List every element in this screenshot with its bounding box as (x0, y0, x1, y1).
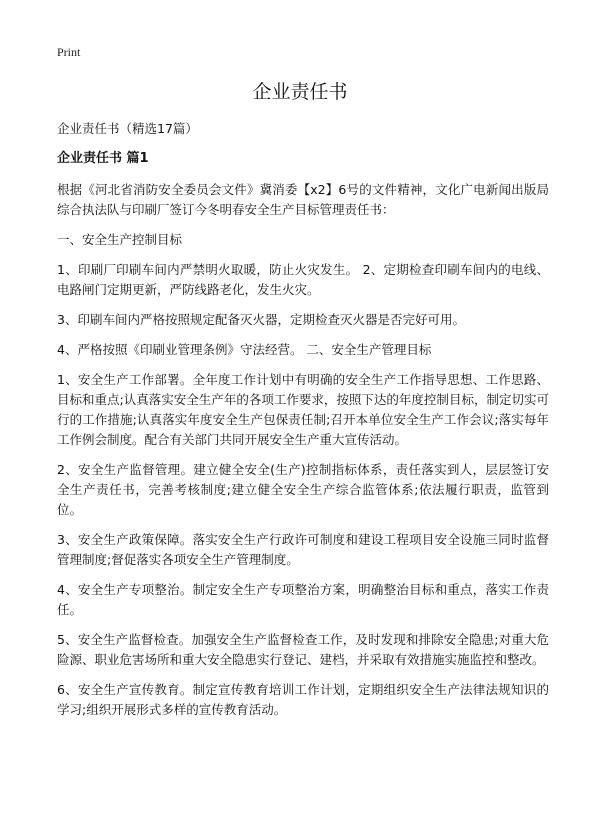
paragraph: 3、安全生产政策保障。落实安全生产行政许可制度和建设工程项目安全设施三同时监督管理制度;督促落实各项安全生产管理制度。 (57, 532, 549, 567)
paragraph: 1、安全生产工作部署。全年度工作计划中有明确的安全生产工作指导思想、工作思路、目标和重点;认真落实安全生产年的各项工作要求，按照下达的年度控制目标，制定切实可行的工作措施;认真落实年度安全生产包保责任制;召开本单位安全生产工作会议;落实每年工作例会制度。配合有关部门共同开展安全生产重大宣传活动。 (57, 372, 549, 447)
paragraph: 2、安全生产监督管理。建立健全安全(生产)控制指标体系，责任落实到人，层层签订安全生产责任书，完善考核制度;建立健全安全生产综合监管体系;依法履行职责，监管到位。 (57, 462, 549, 517)
paragraph: 6、安全生产宣传教育。制定宣传教育培训工作计划，定期组织安全生产法律法规知识的学习;组织开展形式多样的宣传教育活动。 (57, 682, 549, 717)
page-title: 企业责任书 (252, 81, 348, 103)
paragraph: 1、印刷厂印刷车间内严禁明火取暖，防止火灾发生。 2、定期检查印刷车间内的电线、电路闸门定期更新，严防线路老化，发生火灾。 (57, 262, 549, 297)
paragraph: 5、安全生产监督检查。加强安全生产监督检查工作，及时发现和排除安全隐患;对重大危险源、职业危害场所和重大安全隐患实行登记、建档，并采取有效措施实施监控和整改。 (57, 632, 549, 667)
print-link[interactable]: Print (57, 45, 81, 59)
section-heading: 企业责任书 篇1 (57, 151, 149, 166)
paragraph: 一、安全生产控制目标 (57, 232, 183, 247)
paragraph: 4、严格按照《印刷业管理条例》守法经营。 二、安全生产管理目标 (57, 342, 432, 357)
paragraph: 3、印刷车间内严格按照规定配备灭火器，定期检查灭火器是否完好可用。 (57, 312, 465, 327)
document-subtitle: 企业责任书（精选17篇） (57, 121, 198, 136)
paragraph: 根据《河北省消防安全委员会文件》冀消委【x2】6号的文件精神，文化广电新闻出版局综合执法队与印刷厂签订今冬明春安全生产目标管理责任书： (57, 182, 549, 217)
document-body (57, 180, 549, 730)
paragraph: 4、安全生产专项整治。制定安全生产专项整治方案，明确整治目标和重点，落实工作责任。 (57, 582, 549, 617)
